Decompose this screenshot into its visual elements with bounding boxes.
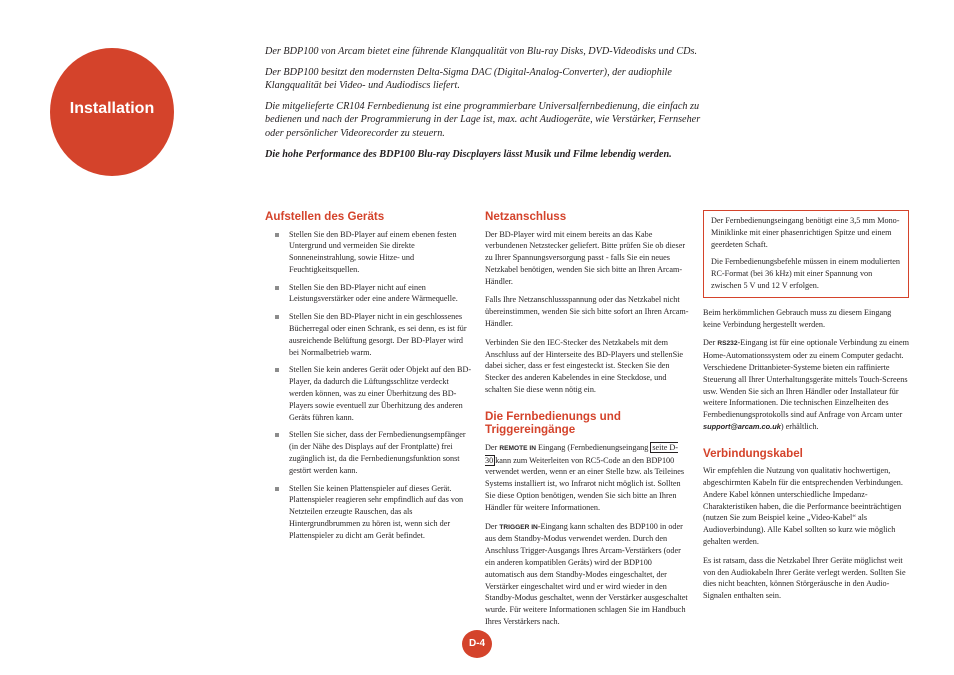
support-email-link[interactable]: support@arcam.co.uk	[703, 421, 781, 431]
note-paragraph: Die Fernbedienungsbefehle müssen in einem modulierten RC-Format (bei 36 kHz) mit einer Spannung von zwischen 5 V und 12 V erfolgen.	[711, 257, 900, 290]
body-paragraph-trigger: Der TRIGGER IN-Eingang kann schalten des BDP100 in oder aus dem Standby-Modus verwendet werden. Durch den Anschluss Trigger-Ausgangs Ihres Arcam-Verstärkers (oder ein anderen kompatiblen Geräts) wird der BDP100 automatisch aus dem Standby-Modes eingeschaltet, der Verstärker eingeschaltet wird und er wird wieder in den Standby-Modus geschaltet, wenn der Verstärker ausgeschaltet wurde. Für weitere Informationen schlagen Sie im Handbuch Ihres Verstärkers nach.	[485, 521, 688, 627]
list-item: Stellen Sie keinen Plattenspieler auf dieses Gerät. Plattenspieler reagieren sehr empfindlich auf das von Netzteilen erzeugte Rauschen, das als Hintergrundbrummen zu hören ist, wenn sich der Plattenspieler zu dicht am Gerät befindet.	[265, 483, 473, 542]
intro-paragraph: Der BDP100 von Arcam bietet eine führende Klangqualität von Blu-ray Disks, DVD-Videodisks und CDs.	[265, 46, 698, 57]
body-paragraph: Verbinden Sie den IEC-Stecker des Netzkabels mit dem Anschluss auf der Hinterseite des BD-Players und stellenSie dabei sicher, dass er fest eingesteckt ist. Stecken Sie den Stecker des anderen Kabelendes in eine Steckdose, und schalten Sie diese wenn nötig ein.	[485, 337, 684, 395]
list-item: Stellen Sie sicher, dass der Fernbedienungsempfänger (in der Nähe des Displays auf der Frontplatte) frei zugänglich ist, da die Fernbedienungsfunktion sonst gestört werden kann.	[265, 429, 473, 476]
placement-list	[265, 229, 473, 542]
square-bullet-icon	[275, 233, 279, 237]
list-item: Stellen Sie den BD-Player auf einem ebenen festen Untergrund und vermeiden Sie direkte Sonneneinstrahlung, sowie Hitze- und Feuchtigkeitsquellen.	[265, 229, 473, 276]
list-item: Stellen Sie den BD-Player nicht in ein geschlossenes Bücherregal oder einen Schrank, es sei denn, es ist für ausreichende Belüftung gesorgt. Der BD-Player wird bei Normalbetrieb warm.	[265, 311, 473, 358]
trigger-in-term: TRIGGER IN	[499, 523, 538, 531]
square-bullet-icon	[275, 286, 279, 290]
section-badge	[50, 48, 174, 176]
note-box	[703, 210, 909, 298]
body-paragraph-remote: Der REMOTE IN Eingang (Fernbedienungseingang seite D-30 kann zum Weiterleiten von RC5-Code an den BDP100 verwendet werden, wenn er an einer Stelle bzw. als Teileines Systems installiert ist, wo Infrarot nicht möglich ist. Sollten Sie diese Option benötigen, wenden Sie sich bitte an Ihren Händler für weitere Informationen.	[485, 442, 685, 512]
heading-fernbedienung: Die Fernbedienungs und Triggereingänge	[485, 409, 621, 437]
intro-paragraph-bold: Die hohe Performance des BDP100 Blu-ray Discplayers lässt Musik und Filme lebendig werden.	[265, 148, 672, 160]
heading-aufstellen: Aufstellen des Geräts	[265, 210, 385, 223]
body-paragraph: Wir empfehlen die Nutzung von qualitativ hochwertigen, abgeschirmten Kabeln für die entsprechenden Verbindungen. Andere Kabel können unterschiedliche Impedanz-Charakteristiken haben, die die Performance beeinträchtigen (nutzen Sie zum Beispiel keine „Video-Kabel“ als Audioverbindung). Alle Kabel sollten so kurz wie möglich gehalten werden.	[703, 466, 903, 547]
column-netzanschluss	[485, 210, 689, 635]
intro-paragraph: Die mitgelieferte CR104 Fernbedienung ist eine programmierbare Universalfernbedienung, die einfach zu bedienen und nach der Programmierung in der Lage ist, max. acht Audiogeräte, wie Verstärker, Fernseher oder persönlicher Videorecorder zu steuern.	[265, 101, 701, 139]
page-number-badge: D-4	[462, 630, 492, 658]
body-paragraph: Beim herkömmlichen Gebrauch muss zu diesem Eingang keine Verbindung hergestellt werden.	[703, 307, 892, 329]
note-paragraph: Der Fernbedienungseingang benötigt eine 3,5 mm Mono-Miniklinke mit einer phasenrichtigen Spitze und einem geerdeten Schaft.	[711, 216, 900, 249]
heading-verbindungskabel: Verbindungskabel	[703, 446, 803, 460]
square-bullet-icon	[275, 487, 279, 491]
heading-netzanschluss: Netzanschluss	[485, 210, 567, 223]
square-bullet-icon	[275, 315, 279, 319]
square-bullet-icon	[275, 368, 279, 372]
body-paragraph: Es ist ratsam, dass die Netzkabel Ihrer Geräte möglichst weit von den Audiokabeln Ihrer Geräte verlegt werden. Sollten Sie dies nicht beachten, können Störgeräusche in den Audio-Signalen enthalten sein.	[703, 555, 906, 601]
intro-text	[265, 45, 705, 168]
remote-in-term: REMOTE IN	[499, 444, 536, 452]
list-item: Stellen Sie den BD-Player nicht auf einen Leistungsverstärker oder eine andere Wärmequelle.	[265, 282, 473, 306]
list-item: Stellen Sie kein anderes Gerät oder Objekt auf den BD-Player, da dadurch die Lüftungsschlitze verdeckt werden können, was zu einer Überhitzung des BD-Players sowie eventuell zur Überhitzung des anderen Geräts führen kann.	[265, 364, 473, 423]
page-reference-link[interactable]: seite D-30	[485, 442, 679, 465]
intro-paragraph: Der BDP100 besitzt den modernsten Delta-Sigma DAC (Digital-Analog-Converter), der audiophile Klangqualität bei Video- und Audiodiscs liefert.	[265, 66, 672, 92]
column-right	[703, 210, 909, 609]
body-paragraph: Falls Ihre Netzanschlussspannung oder das Netzkabel nicht übereinstimmen, wenden Sie sich bitte sofort an Ihren Arcam-Händler.	[485, 295, 689, 329]
rs232-term: RS232	[717, 340, 738, 348]
square-bullet-icon	[275, 433, 279, 437]
column-aufstellen	[265, 210, 473, 548]
section-title: Installation	[69, 100, 155, 117]
body-paragraph: Der BD-Player wird mit einem bereits an das Kabe verbundenen Netzstecker geliefert. Bitte prüfen Sie ob dieser zu Ihrer Spannungsversorgung passt - falls Sie ein neues Netzkabel benötigen, wenden Sie sich bitte an Ihren Arcam-Händler.	[485, 229, 686, 286]
body-paragraph-rs232: Der RS232-Eingang ist für eine optionale Verbindung zu einem Home-Automationssystem oder zu einem Computer gedacht. Verschiedene Drittanbieter-Systeme bieten ein raffinierte Steuerung all Ihrer Unterhaltungsgeräte mittels Touch-Screens usw. Wenden Sie sich an Ihren Händler oder Installateur für weitere Informationen. Die technischen Einzelheiten des Fernbedienungsprotokolls sind auf Anfrage von Arcam unter support@arcam.co.uk) erhältlich.	[703, 338, 910, 431]
